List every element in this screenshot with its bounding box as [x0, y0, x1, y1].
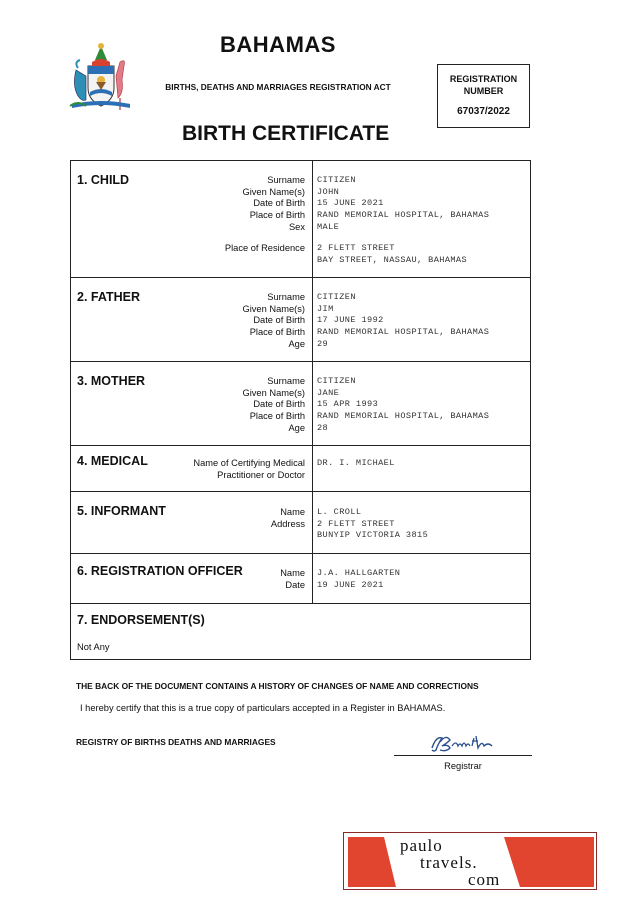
signature-line	[394, 755, 532, 756]
coat-of-arms-icon	[68, 36, 134, 112]
field-values: CITIZEN JOHN 15 JUNE 2021 RAND MEMORIAL HOSPITAL, BAHAMAS MALE	[317, 175, 490, 232]
section-title: 4. MEDICAL	[77, 454, 148, 468]
registrar-label: Registrar	[444, 761, 482, 771]
section-title: 1. CHILD	[77, 173, 130, 187]
section-title: 6. REGISTRATION OFFICER	[77, 564, 243, 578]
section-medical	[70, 445, 531, 492]
watermark-logo	[343, 832, 597, 890]
section-mother	[70, 361, 531, 446]
section-title: 2. FATHER	[77, 290, 140, 304]
back-notice: THE BACK OF THE DOCUMENT CONTAINS A HISTORY OF CHANGES OF NAME AND CORRECTIONS	[76, 681, 479, 691]
registration-box	[437, 64, 530, 128]
section-informant	[70, 491, 531, 554]
section-title: 7. ENDORSEMENT(S)	[77, 613, 205, 627]
field-values: DR. I. MICHAEL	[317, 458, 395, 468]
act-name: BIRTHS, DEATHS AND MARRIAGES REGISTRATION ACT	[165, 82, 391, 92]
field-labels: Surname Given Name(s) Date of Birth Place of Birth Age	[242, 292, 305, 349]
section-title: 5. INFORMANT	[77, 504, 166, 518]
field-labels: Surname Given Name(s) Date of Birth Place of Birth Sex	[242, 175, 305, 232]
registrar-signature	[428, 732, 498, 754]
field-labels: Name Address	[270, 507, 305, 529]
field-values: L. CROLL 2 FLETT STREET BUNYIP VICTORIA 3815	[317, 507, 429, 541]
field-labels: Surname Given Name(s) Date of Birth Place of Birth Age	[242, 376, 305, 433]
field-labels: Name Date	[280, 568, 305, 590]
registration-label: REGISTRATION NUMBER	[449, 74, 518, 96]
field-values: CITIZEN JANE 15 APR 1993 RAND MEMORIAL HOSPITAL, BAHAMAS 28	[317, 376, 490, 433]
section-registration-officer	[70, 553, 531, 604]
residence-value: 2 FLETT STREET BAY STREET, NASSAU, BAHAMAS	[317, 243, 468, 265]
section-father	[70, 277, 531, 362]
registry-name: REGISTRY OF BIRTHS DEATHS AND MARRIAGES	[76, 737, 276, 747]
section-endorsements	[70, 603, 531, 660]
registration-number: 67037/2022	[457, 106, 510, 117]
field-values: CITIZEN JIM 17 JUNE 1992 RAND MEMORIAL HOSPITAL, BAHAMAS 29	[317, 292, 490, 349]
watermark-line-1: paulo	[400, 836, 443, 855]
field-labels: Name of Certifying Medical Practitioner or Doctor	[193, 458, 305, 480]
document-title: BIRTH CERTIFICATE	[182, 122, 390, 145]
section-title: 3. MOTHER	[77, 374, 146, 388]
country-name: BAHAMAS	[220, 32, 336, 57]
watermark-line-3: com	[468, 870, 501, 889]
endorsement-text: Not Any	[77, 642, 110, 652]
watermark-line-2: travels.	[420, 853, 478, 872]
section-child	[70, 160, 531, 278]
residence-label: Place of Residence	[224, 243, 305, 253]
certify-statement: I hereby certify that this is a true copy of particulars accepted in a Register in BAHAMAS.	[80, 703, 446, 713]
field-values: J.A. HALLGARTEN 19 JUNE 2021	[317, 568, 401, 590]
